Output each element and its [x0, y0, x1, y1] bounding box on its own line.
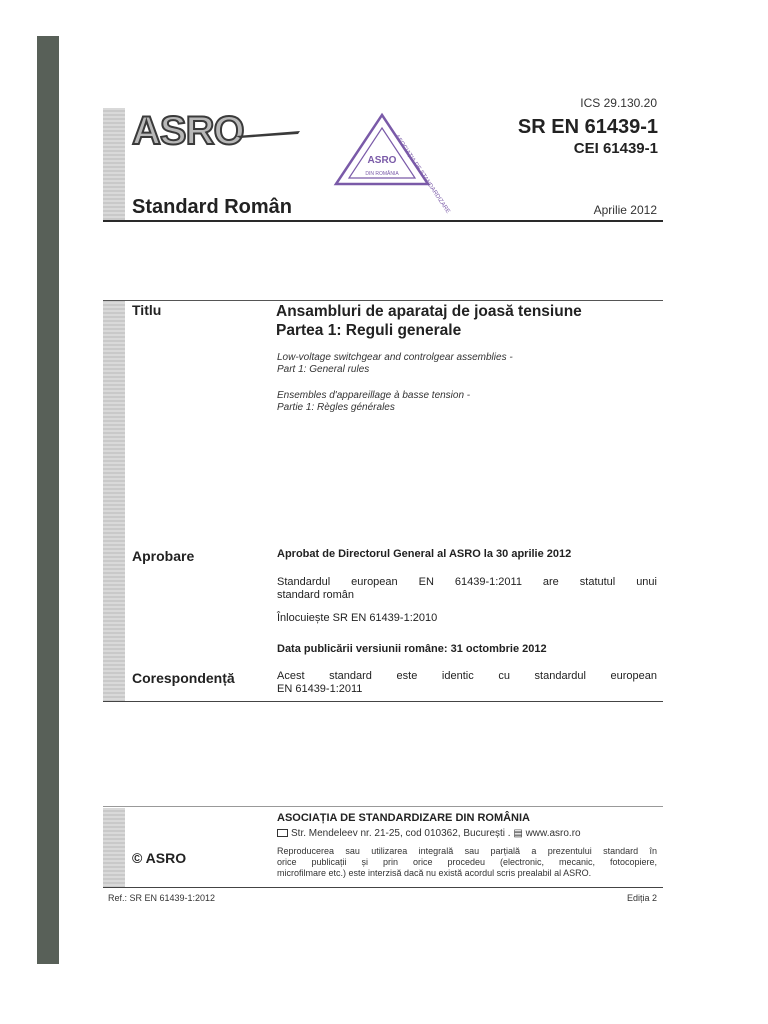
asro-logo — [132, 108, 282, 154]
binding-strip — [37, 36, 59, 964]
edition-number: Ediția 2 — [626, 893, 657, 903]
body-top-rule — [103, 300, 663, 301]
stamp-center-text: ASRO — [367, 155, 397, 166]
publication-month: Aprilie 2012 — [593, 203, 657, 217]
envelope-icon — [277, 829, 288, 837]
footer-bottom-rule — [103, 887, 663, 888]
replaces-text: Înlocuiește SR EN 61439-1:2010 — [277, 612, 438, 624]
logo-text: ASRO — [132, 109, 244, 153]
stamp-bottom-text: DIN ROMÂNIA — [365, 171, 399, 177]
body-bottom-rule — [103, 701, 663, 702]
logo-swoosh-icon — [236, 130, 300, 138]
reproduction-line1: Reproducerea sau utilizarea integrală sau parțială a prezentului standard în — [277, 846, 657, 856]
reproduction-line2: orice publicații și prin orice procedeu (electronic, mecanic, fotocopiere, — [277, 857, 657, 867]
status-line1: Standardul european EN 61439-1:2011 are statutul unui — [277, 576, 657, 588]
title-en-line1: Low-voltage switchgear and controlgear assemblies - — [277, 352, 513, 363]
correspondence-line1: Acest standard este identic cu standardul european — [277, 670, 657, 682]
cei-code: CEI 61439-1 — [573, 140, 658, 157]
title-ro-line1: Ansambluri de aparataj de joasă tensiune — [276, 303, 582, 320]
asro-stamp-icon — [333, 112, 451, 215]
footer-gray-bar — [103, 808, 125, 888]
header-gray-bar — [103, 108, 125, 220]
document-reference: Ref.: SR EN 61439-1:2012 — [108, 893, 216, 903]
address-text: Str. Mendeleev nr. 21-25, cod 010362, București . ▤ www.asro.ro — [291, 828, 581, 839]
title-en-line2: Part 1: General rules — [277, 364, 370, 375]
ics-code: ICS 29.130.20 — [580, 96, 657, 110]
approved-by-text: Aprobat de Directorul General al ASRO la 30 aprilie 2012 — [277, 548, 572, 560]
title-label: Titlu — [132, 302, 162, 318]
standard-roman-heading: Standard Român — [132, 196, 293, 218]
association-name: ASOCIAȚIA DE STANDARDIZARE DIN ROMÂNIA — [277, 812, 530, 824]
standard-code: SR EN 61439-1 — [517, 116, 658, 138]
stamp-ring-text: ASOCIAȚIA DE STANDARDIZARE — [393, 133, 451, 215]
title-fr-line1: Ensembles d'appareillage à basse tension - — [277, 390, 471, 401]
reproduction-line3: microfilmare etc.) este interzisă dacă nu există acordul scris prealabil al ASRO. — [277, 868, 592, 878]
body-gray-bar — [103, 300, 125, 702]
correspondence-line2: EN 61439-1:2011 — [277, 683, 363, 695]
copyright-label: © ASRO — [132, 850, 187, 866]
footer-top-rule — [103, 806, 663, 807]
title-fr-line2: Partie 1: Règles générales — [277, 402, 395, 413]
header-rule — [103, 220, 663, 222]
correspondence-label: Corespondență — [132, 670, 235, 686]
publication-date-text: Data publicării versiunii române: 31 octombrie 2012 — [277, 643, 547, 655]
approval-label: Aprobare — [132, 548, 195, 564]
title-ro-line2: Partea 1: Reguli generale — [276, 322, 462, 339]
association-address — [277, 828, 581, 839]
status-line2: standard român — [277, 589, 355, 601]
